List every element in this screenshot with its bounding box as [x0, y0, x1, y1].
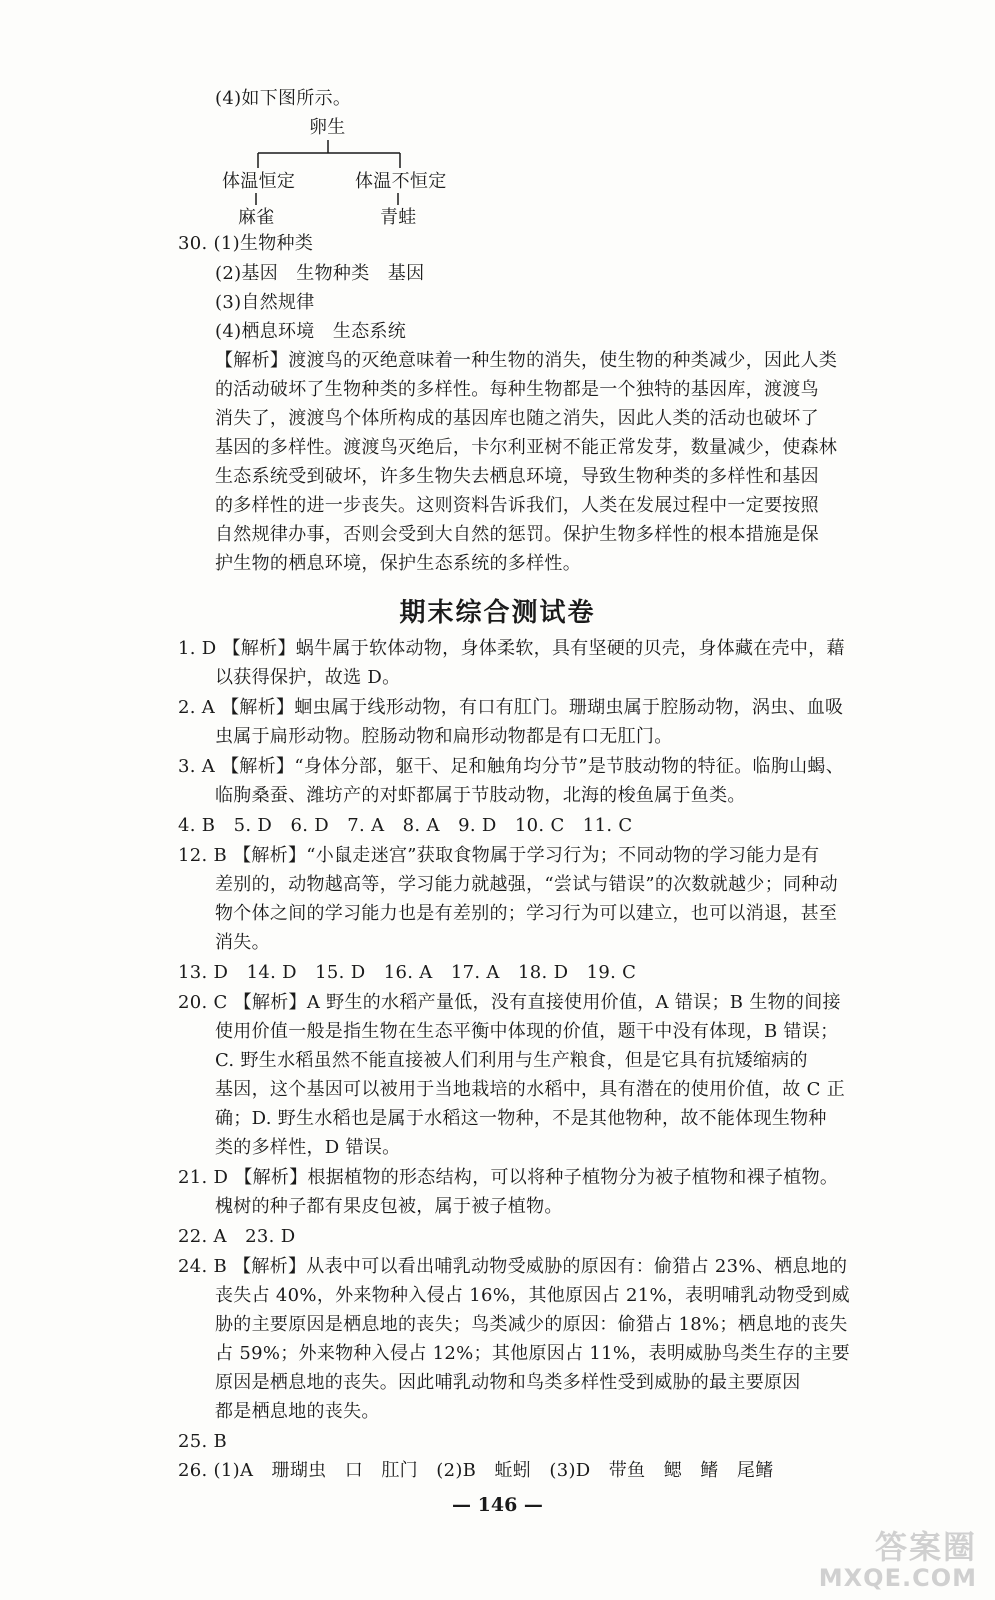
q30-analysis-line: 的活动破坏了生物种类的多样性。每种生物都是一个独特的基因库，渡渡鸟 [215, 379, 819, 400]
q30-analysis-line: 生态系统受到破坏，许多生物失去栖息环境，导致生物种类的多样性和基因 [215, 466, 819, 487]
answer-line: 丧失占 40%，外来物种入侵占 16%，其他原因占 21%，表明哺乳动物受到威 [215, 1285, 850, 1306]
answer-line: 占 59%；外来物种入侵占 12%；其他原因占 11%，表明威胁鸟类生存的主要 [215, 1343, 850, 1364]
answer-line: 22. A 23. D [178, 1226, 296, 1247]
q30-line-1: 30. (1)生物种类 [178, 233, 314, 254]
tree-right-node: 体温不恒定 [355, 171, 447, 192]
answer-line: 物个体之间的学习能力也是有差别的；学习行为可以建立，也可以消退，甚至 [215, 903, 838, 924]
item4-intro: (4)如下图所示。 [215, 88, 352, 109]
q30-analysis-line: 护生物的栖息环境，保护生态系统的多样性。 [215, 553, 581, 574]
answer-line: 20. C 【解析】A 野生的水稻产量低，没有直接使用价值，A 错误；B 生物的间接 [178, 992, 841, 1013]
answer-line: 差别的，动物越高等，学习能力就越强，“尝试与错误”的次数就越少；同种动 [215, 874, 838, 895]
answer-line: 原因是栖息地的丧失。因此哺乳动物和鸟类多样性受到威胁的最主要原因 [215, 1372, 801, 1393]
q30-line-4: (4)栖息环境 生态系统 [215, 321, 407, 342]
answer-line: 以获得保护，故选 D。 [215, 667, 401, 688]
tree-right-leaf: 青蛙 [380, 207, 417, 228]
answer-line: 24. B 【解析】从表中可以看出哺乳动物受威胁的原因有：偷猎占 23%、栖息地的 [178, 1256, 848, 1277]
q30-analysis-line: 的多样性的进一步丧失。这则资料告诉我们，人类在发展过程中一定要按照 [215, 495, 819, 516]
answer-line: 类的多样性，D 错误。 [215, 1137, 401, 1158]
q30-line-3: (3)自然规律 [215, 292, 315, 313]
answer-line: 虫属于扁形动物。腔肠动物和扁形动物都是有口无肛门。 [215, 726, 673, 747]
answer-line: 基因，这个基因可以被用于当地栽培的水稻中，具有潜在的使用价值，故 C 正 [215, 1079, 846, 1100]
answer-line: 胁的主要原因是栖息地的丧失；鸟类减少的原因：偷猎占 18%；栖息地的丧失 [215, 1314, 848, 1335]
q30-analysis-line: 自然规律办事，否则会受到大自然的惩罚。保护生物多样性的根本措施是保 [215, 524, 819, 545]
answer-line: 3. A 【解析】“身体分部，躯干、足和触角均分节”是节肢动物的特征。临朐山蝎、 [178, 756, 845, 777]
answer-line: 都是栖息地的丧失。 [215, 1401, 380, 1422]
section-title: 期末综合测试卷 [399, 598, 596, 628]
answer-line: 1. D 【解析】蜗牛属于软体动物，身体柔软，具有坚硬的贝壳，身体藏在壳中，藉 [178, 638, 845, 659]
q30-analysis-line: 基因的多样性。渡渡鸟灭绝后，卡尔利亚树不能正常发芽，数量减少，使森林 [215, 437, 838, 458]
answer-line: 使用价值一般是指生物在生态平衡中体现的价值，题干中没有体现，B 错误； [215, 1021, 839, 1042]
watermark-en: MXQE.COM [818, 1564, 977, 1592]
answer-line: C. 野生水稻虽然不能直接被人们利用与生产粮食，但是它具有抗矮缩病的 [215, 1050, 808, 1071]
answer-line: 26. (1)A 珊瑚虫 口 肛门 (2)B 蚯蚓 (3)D 带鱼 鳃 鳍 尾鳍 [178, 1460, 774, 1481]
answer-line: 25. B [178, 1431, 228, 1452]
q30-analysis-line: 消失了，渡渡鸟个体所构成的基因库也随之消失，因此人类的活动也破坏了 [215, 408, 819, 429]
watermark-logo [807, 1522, 977, 1592]
answer-line: 临朐桑蚕、潍坊产的对虾都属于节肢动物，北海的梭鱼属于鱼类。 [215, 785, 746, 806]
q30-analysis-line: 【解析】渡渡鸟的灭绝意味着一种生物的消失，使生物的种类减少，因此人类 [215, 350, 838, 371]
q30-line-2: (2)基因 生物种类 基因 [215, 263, 425, 284]
tree-diagram-lines [0, 0, 995, 240]
answer-line: 确；D. 野生水稻也是属于水稻这一物种，不是其他物种，故不能体现生物种 [215, 1108, 827, 1129]
tree-left-leaf: 麻雀 [238, 207, 275, 228]
tree-left-node: 体温恒定 [222, 171, 296, 192]
answer-line: 21. D 【解析】根据植物的形态结构，可以将种子植物分为被子植物和裸子植物。 [178, 1167, 839, 1188]
answer-line: 槐树的种子都有果皮包被，属于被子植物。 [215, 1196, 563, 1217]
answer-line: 13. D 14. D 15. D 16. A 17. A 18. D 19. C [178, 962, 637, 983]
watermark-cn: 答案圈 [874, 1528, 977, 1566]
answer-line: 2. A 【解析】蛔虫属于线形动物，有口有肛门。珊瑚虫属于腔肠动物，涡虫、血吸 [178, 697, 844, 718]
tree-root-node: 卵生 [309, 117, 346, 138]
page-number: — 146 — [452, 1494, 543, 1516]
answer-line: 12. B 【解析】“小鼠走迷宫”获取食物属于学习行为；不同动物的学习能力是有 [178, 845, 820, 866]
answer-line: 4. B 5. D 6. D 7. A 8. A 9. D 10. C 11. C [178, 815, 633, 836]
answer-line: 消失。 [215, 932, 270, 953]
